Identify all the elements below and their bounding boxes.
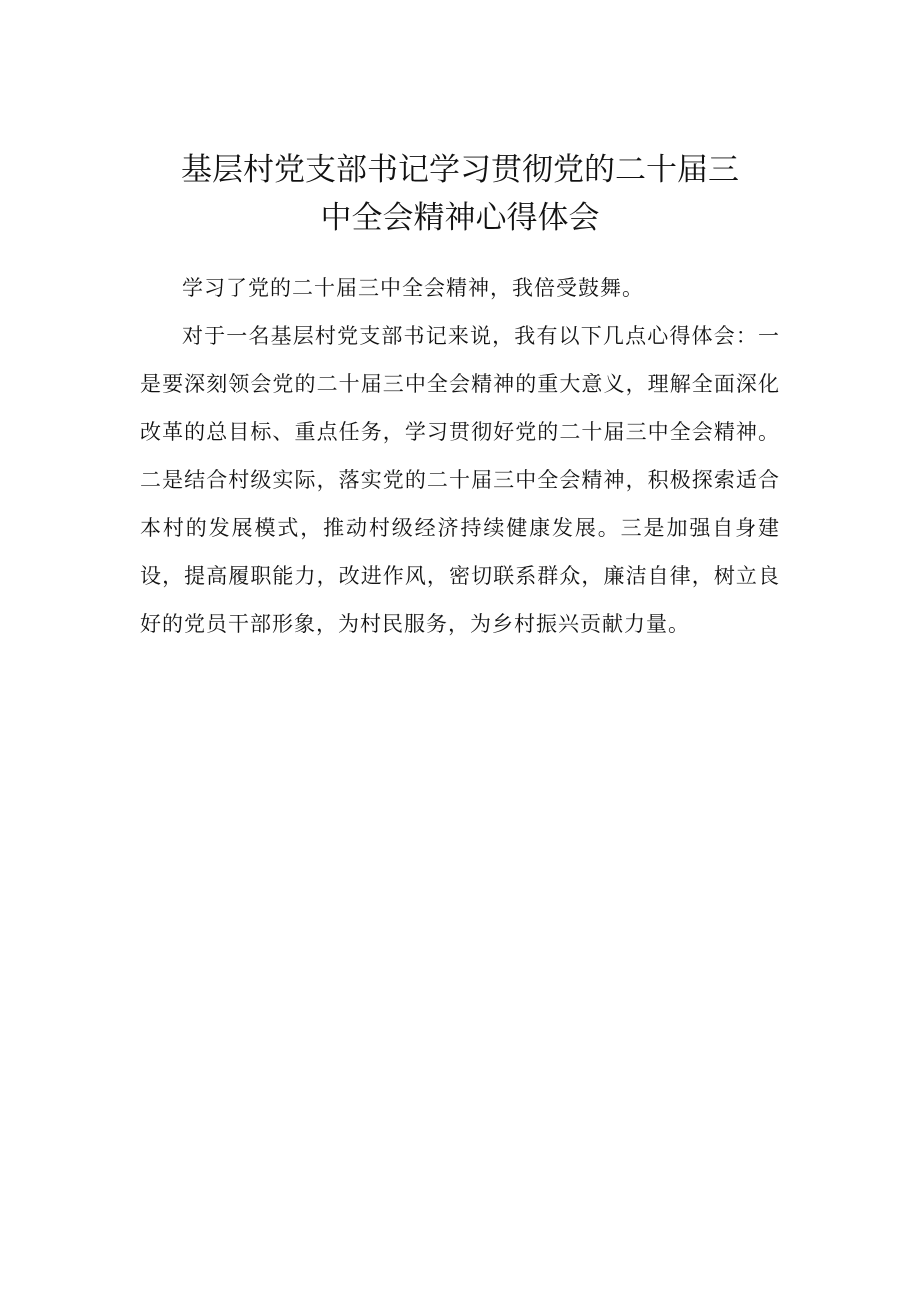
- document-body: [140, 264, 780, 648]
- document-title: [140, 146, 780, 242]
- title-line-2: 中全会精神心得体会: [320, 200, 600, 236]
- paragraph-main: 对于一名基层村党支部书记来说，我有以下几点心得体会：一是要深刻领会党的二十届三中全会精神的重大意义，理解全面深化改革的总目标、重点任务，学习贯彻好党的二十届三中全会精神。二是结合村级实际，落实党的二十届三中全会精神，积极探索适合本村的发展模式，推动村级经济持续健康发展。三是加强自身建设，提高履职能力，改进作风，密切联系群众，廉洁自律，树立良好的党员干部形象，为村民服务，为乡村振兴贡献力量。: [140, 324, 780, 636]
- paragraph-intro: 学习了党的二十届三中全会精神，我倍受鼓舞。: [182, 276, 644, 300]
- title-line-1: 基层村党支部书记学习贯彻党的二十届三: [181, 152, 739, 188]
